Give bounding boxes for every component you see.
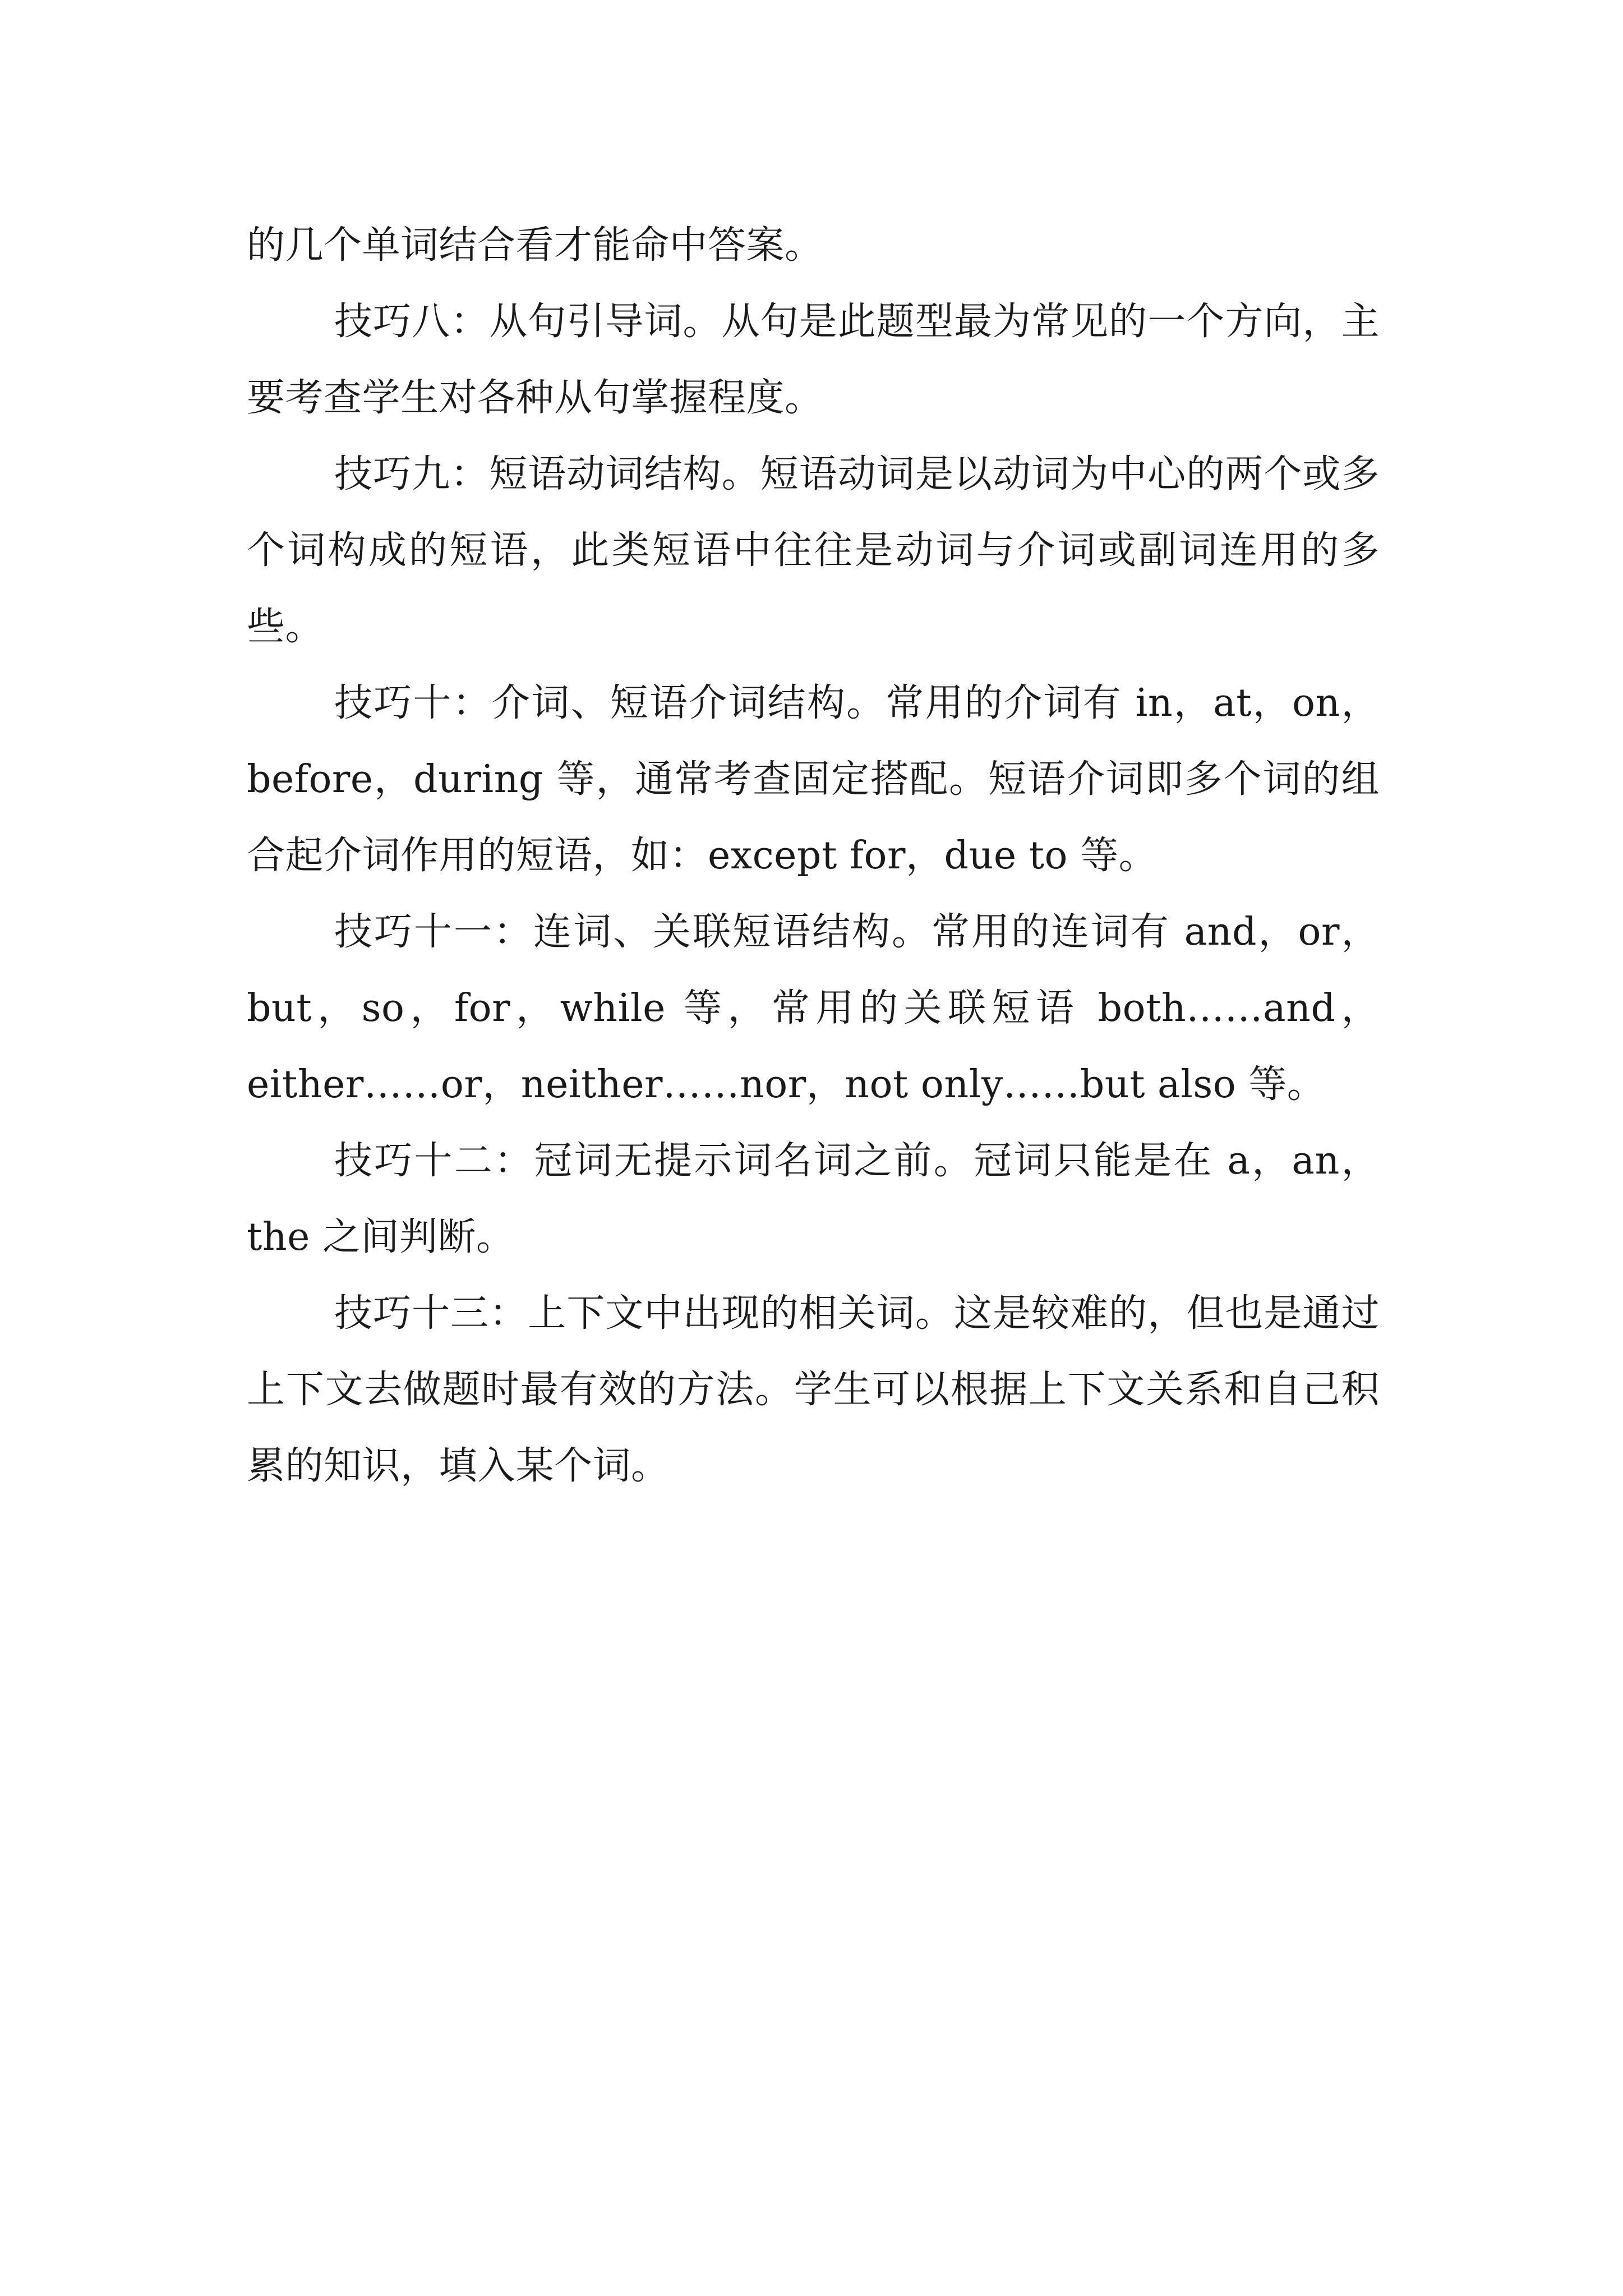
paragraph-tip-10: 技巧十：介词、短语介词结构。常用的介词有 in，at，on，before，during 等，通常考查固定搭配。短语介词即多个词的组合起介词作用的短语，如：except for，due to 等。: [247, 681, 1380, 878]
paragraph-tip-13: 技巧十三：上下文中出现的相关词。这是较难的，但也是通过上下文去做题时最有效的方法。学生可以根据上下文关系和自己积累的知识，填入某个词。: [247, 1291, 1380, 1488]
paragraph-tip-12: 技巧十二：冠词无提示词名词之前。冠词只能是在 a，an，the 之间判断。: [247, 1139, 1380, 1259]
paragraph-tip-9: 技巧九：短语动词结构。短语动词是以动词为中心的两个或多个词构成的短语，此类短语中往往是动词与介词或副词连用的多些。: [247, 452, 1380, 649]
document-body: [247, 208, 1380, 1504]
paragraph-continuation: 的几个单词结合看才能命中答案。: [247, 223, 823, 268]
paragraph-tip-8: 技巧八：从句引导词。从句是此题型最为常见的一个方向，主要考查学生对各种从句掌握程度。: [247, 300, 1380, 420]
paragraph-tip-11: 技巧十一：连词、关联短语结构。常用的连词有 and，or，but，so，for，while 等，常用的关联短语 both……and，either……or，neither……nor，not only……but also 等。: [247, 910, 1380, 1107]
